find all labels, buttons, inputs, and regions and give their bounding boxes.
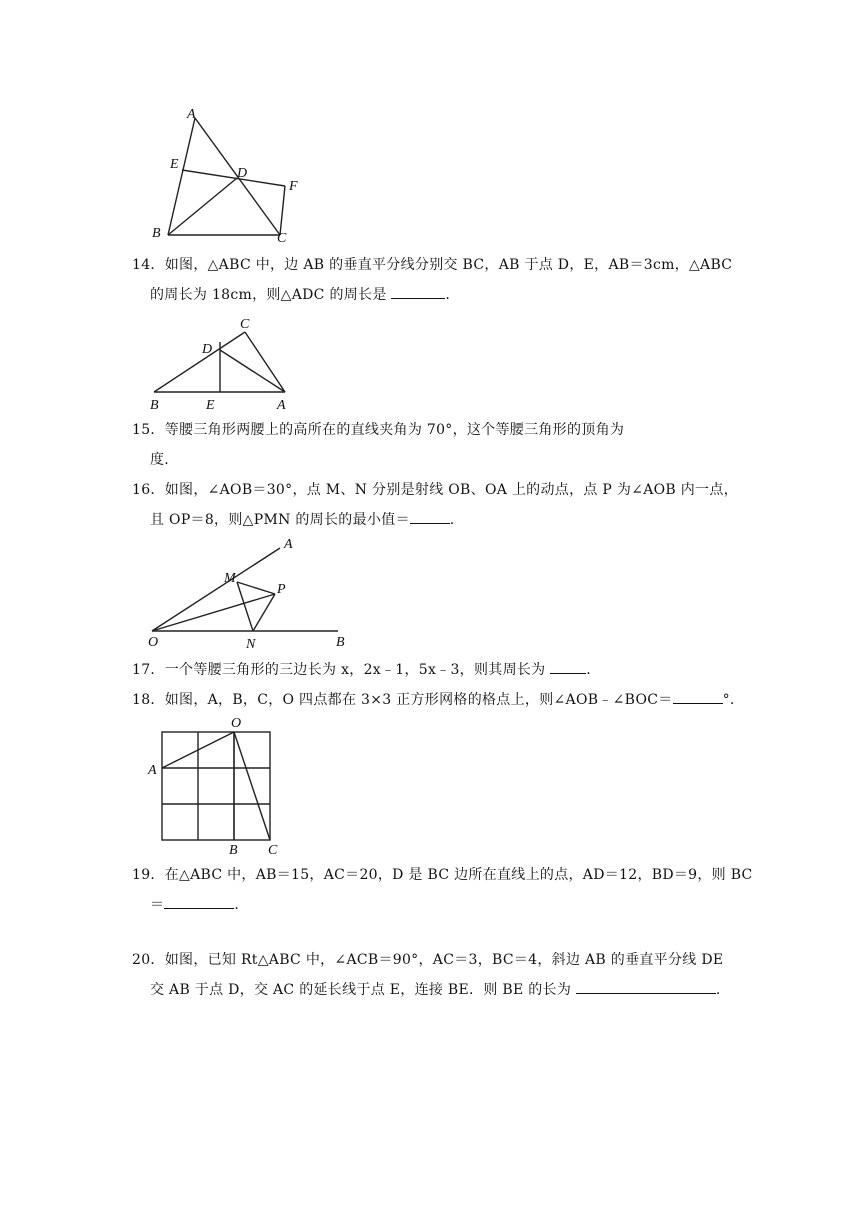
question-text: 如图，已知 Rt△ABC 中，∠ACB＝90°，AC＝3，BC＝4，斜边 AB 的垂直平分线 DE [164, 952, 724, 968]
label-A: A [148, 763, 157, 778]
question-text: . [715, 982, 721, 998]
figure-q16 [140, 530, 360, 655]
question-text: 的周长为 18cm，则△ADC 的周长是 [150, 287, 387, 303]
question-text: . [445, 287, 451, 303]
question-19 [132, 860, 753, 920]
question-text: 交 AB 于点 D，交 AC 的延长线于点 E，连接 BE．则 BE 的长为 [150, 982, 572, 998]
figure-q14 [140, 310, 300, 415]
question-number: 19． [132, 867, 165, 883]
question-text: 如图，△ABC 中，边 AB 的垂直平分线分别交 BC，AB 于点 D，E，AB＝3cm，△ABC [164, 257, 733, 273]
question-number: 15． [132, 422, 165, 438]
figure-q13 [140, 100, 320, 250]
answer-blank[interactable] [550, 657, 586, 674]
question-text: 等腰三角形两腰上的高所在的直线夹角为 70°，这个等腰三角形的顶角为 [164, 422, 625, 438]
label-F: F [289, 179, 298, 194]
question-20 [132, 945, 732, 1005]
question-text: °. [722, 692, 735, 708]
question-text: 且 OP＝8，则△PMN 的周长的最小值＝ [150, 512, 410, 528]
label-B: B [150, 398, 159, 413]
label-M: M [224, 571, 236, 586]
question-18 [132, 685, 735, 715]
label-D: D [202, 342, 213, 357]
label-D: D [237, 166, 248, 181]
label-B: B [336, 635, 345, 650]
question-17 [132, 655, 732, 685]
answer-blank[interactable] [410, 507, 450, 524]
question-text: 一个等腰三角形的三边长为 x，2x﹣1，5x﹣3，则其周长为 [164, 662, 546, 678]
question-text: 在△ABC 中，AB＝15，AC＝20，D 是 BC 边所在直线上的点，AD＝12，BD＝9，则 BC [164, 867, 753, 883]
label-B: B [152, 226, 161, 241]
label-C: C [240, 317, 250, 332]
figure-q18 [140, 712, 300, 857]
label-C: C [268, 843, 278, 858]
label-E: E [170, 157, 179, 172]
question-14 [132, 250, 732, 310]
question-text: . [234, 897, 240, 913]
label-E: E [206, 398, 215, 413]
label-N: N [246, 637, 256, 652]
question-text: . [449, 512, 455, 528]
question-text: ＝ [150, 897, 165, 913]
question-number: 14． [132, 257, 165, 273]
question-number: 16． [132, 482, 165, 498]
question-number: 18． [132, 692, 165, 708]
question-15 [132, 415, 732, 475]
question-16 [132, 475, 738, 535]
label-B: B [229, 843, 238, 858]
label-A: A [284, 537, 293, 552]
answer-blank[interactable] [673, 687, 723, 704]
label-A: A [277, 398, 286, 413]
label-A: A [187, 107, 196, 122]
question-text: . [586, 662, 592, 678]
question-text: 如图，A，B，C，O 四点都在 3×3 正方形网格的格点上，则∠AOB﹣∠BOC＝ [164, 692, 673, 708]
label-O: O [231, 716, 242, 731]
answer-blank[interactable] [391, 282, 445, 299]
question-text: 如图，∠AOB＝30°，点 M、N 分别是射线 OB、OA 上的动点，点 P 为∠AOB 内一点， [164, 482, 738, 498]
label-P: P [277, 582, 286, 597]
label-C: C [277, 231, 287, 246]
label-O: O [148, 635, 159, 650]
question-number: 20． [132, 952, 165, 968]
answer-blank[interactable] [164, 892, 234, 909]
answer-blank[interactable] [576, 977, 716, 994]
question-text: 度. [150, 452, 170, 468]
question-number: 17． [132, 662, 165, 678]
